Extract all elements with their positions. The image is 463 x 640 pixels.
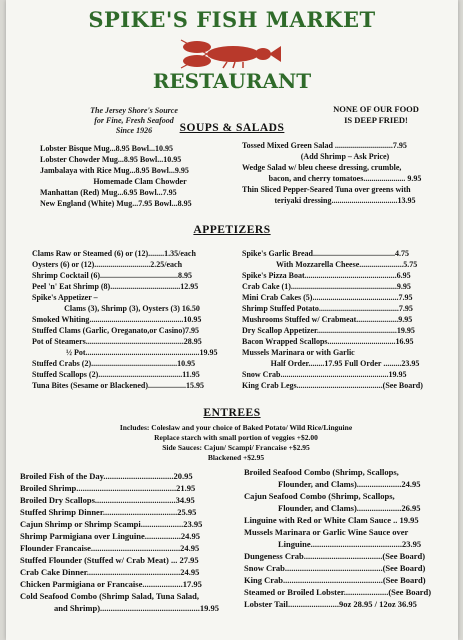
list-item: Wedge Salad w/ bleu cheese dressing, crumble, <box>242 163 402 172</box>
list-item: King Crab...............................................(See Board) <box>244 575 426 585</box>
entrees-info: Includes: Coleslaw and your choice of Baked Potato/ Wild Rice/Linguine Replace starch with small portion of veggies +$2.00 Side Sauces: Cajun/ Scampi/ Francaise +$2.95 Blackened +$2.95 <box>119 423 353 462</box>
list-item: Broiled Seafood Combo (Shrimp, Scallops, <box>244 467 399 477</box>
appetizers-left-column <box>32 248 232 391</box>
tagline: The Jersey Shore's Source for Fine, Fresh Seafood Since 1926 <box>90 106 178 135</box>
list-item: Snow Crab......................................................19.95 <box>242 370 407 379</box>
list-item: King Crab Legs...........................................(See Board) <box>242 381 423 390</box>
section-title-soups: SOUPS & SALADS <box>179 122 285 134</box>
list-item: Jambalaya with Rice Mug...8.95 Bowl...9.95 <box>40 166 189 175</box>
list-item: Lobster Chowder Mug...8.95 Bowl...10.95 <box>40 155 182 164</box>
list-item: Steamed or Broiled Lobster.....................(See Board) <box>244 587 432 597</box>
list-item: Linguine...........................................23.95 <box>278 539 422 549</box>
list-item: Tuna Bites (Sesame or Blackened)...................15.95 <box>32 381 205 390</box>
list-item: Broiled Fish of the Day.................................20.95 <box>20 471 193 481</box>
list-item: Spike's Pizza Boat..............................................6.95 <box>242 271 411 280</box>
list-note: (Add Shrimp – Ask Price) <box>300 152 390 161</box>
list-item: Shrimp Cocktail (6).......................................8.95 <box>32 271 192 280</box>
list-item: Cajun Shrimp or Shrimp Scampi....................23.95 <box>20 519 203 529</box>
no-fried-notice: NONE OF OUR FOOD IS DEEP FRIED! <box>333 104 419 125</box>
list-item: With Mozzarella Cheese......................5.75 <box>276 260 418 269</box>
list-item: Half Order........17.95 Full Order .........23.95 <box>270 359 420 368</box>
list-item: Spike's Garlic Bread.........................................4.75 <box>242 249 409 258</box>
list-item: Snow Crab..............................................(See Board) <box>244 563 426 573</box>
logo <box>6 8 458 92</box>
list-item: Smoked Whiting...............................................10.95 <box>32 315 202 324</box>
list-item: Bacon Wrapped Scallops..................................16.95 <box>242 337 414 346</box>
list-item: Manhattan (Red) Mug...6.95 Bowl...7.95 <box>40 188 177 197</box>
list-item: Flounder, and Clams).....................24.95 <box>278 479 421 489</box>
list-item: Tossed Mixed Green Salad .............................7.95 <box>242 141 407 150</box>
list-item: Cajun Seafood Combo (Shrimp, Scallops, <box>244 491 395 501</box>
list-item: Dry Scallop Appetizer........................................19.95 <box>242 326 415 335</box>
list-item: Crab Cake Dinner............................................24.95 <box>20 567 200 577</box>
list-item: Chicken Parmigiana or Francaise...................17.95 <box>20 579 202 589</box>
menu-page <box>6 0 458 640</box>
list-item: Shrimp Stuffed Potato........................................7.95 <box>242 304 413 313</box>
list-item: Stuffed Crabs (2)...........................................10.95 <box>32 359 196 368</box>
entrees-left-column <box>20 470 226 614</box>
lobster-icon <box>177 36 287 70</box>
soups-left-column <box>40 143 240 209</box>
soups-right-column <box>242 140 448 206</box>
list-item: Lobster Bisque Mug...8.95 Bowl...10.95 <box>40 144 173 153</box>
list-item: Thin Sliced Pepper-Seared Tuna over greens with <box>242 185 411 194</box>
list-item: Spike's Appetizer – <box>32 293 98 302</box>
list-item: Peel 'n' Eat Shrimp (8)...................................12.95 <box>32 282 199 291</box>
list-item: Mussels Marinara or Garlic Wine Sauce over <box>244 527 409 537</box>
section-title-entrees: ENTREES <box>203 407 261 419</box>
list-item: Flounder, and Clams).....................26.95 <box>278 503 421 513</box>
list-item: Stuffed Flounder (Stuffed w/ Crab Meat) ... 27.95 <box>20 555 199 565</box>
list-item: Mini Crab Cakes (5)...........................................7.95 <box>242 293 413 302</box>
list-item: Lobster Tail........................9oz 28.95 / 12oz 36.95 <box>244 599 417 609</box>
list-item: New England (White) Mug...7.95 Bowl...8.95 <box>40 199 192 208</box>
list-item: Broiled Shrimp...............................................21.95 <box>20 483 196 493</box>
list-item: Crab Cake (1).....................................................9.95 <box>242 282 411 291</box>
list-item: Dungeness Crab.....................................(See Board) <box>244 551 426 561</box>
list-item: Cold Seafood Combo (Shrimp Salad, Tuna Salad, <box>20 591 200 601</box>
list-item: Broiled Dry Scallops......................................34.95 <box>20 495 195 505</box>
list-item: Pot of Steamers.................................................28.95 <box>32 337 202 346</box>
section-title-appetizers: APPETIZERS <box>193 224 271 236</box>
list-item: Linguine with Red or White Clam Sauce .. 19.95 <box>244 515 419 525</box>
list-item: teriyaki dressing.................................13.95 <box>274 196 416 205</box>
list-item: bacon, and cherry tomatoes..................... 9.95 <box>268 174 422 183</box>
list-item: ½ Pot.........................................................19.95 <box>66 348 218 357</box>
list-subheading: Homemade Clam Chowder <box>93 177 187 186</box>
appetizers-right-column <box>242 248 448 391</box>
list-item: Clams Raw or Steamed (6) or (12)........1.35/each <box>32 249 196 258</box>
list-item: Shrimp Parmigiana over Linguine.................24.95 <box>20 531 201 541</box>
restaurant-name: SPIKE'S FISH MARKET <box>88 7 376 32</box>
list-item: Oysters (6) or (12)............................2.25/each <box>32 260 183 269</box>
list-item: Mushrooms Stuffed w/ Crabmeat.....................9.95 <box>242 315 413 324</box>
list-item: Mussels Marinara or with Garlic <box>242 348 355 357</box>
list-item: Stuffed Scallops (2)..........................................11.95 <box>32 370 200 379</box>
list-item: Flounder Francaise..........................................24.95 <box>20 543 200 553</box>
list-item: Stuffed Shrimp Dinner...................................25.95 <box>20 507 197 517</box>
restaurant-subtitle: RESTAURANT <box>152 69 312 93</box>
list-item: and Shrimp)...............................................19.95 <box>54 603 220 613</box>
list-item: Stuffed Clams (Garlic, Oreganato,or Casino)7.95 <box>32 326 200 335</box>
entrees-right-column <box>244 466 450 610</box>
list-item: Clams (3), Shrimp (3), Oysters (3) 16.50 <box>64 304 200 313</box>
